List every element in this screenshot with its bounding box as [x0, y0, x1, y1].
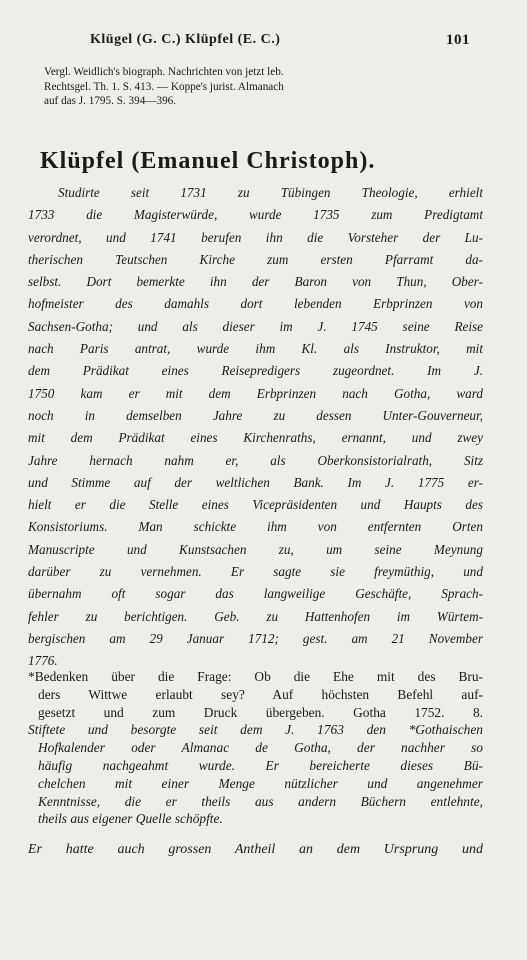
text-line: Konsistoriums. Man schickte ihm von entfernten Orten — [28, 519, 483, 535]
work-note — [28, 721, 483, 828]
text-line: selbst. Dort bemerkte ihn der Baron von Thun, Ober- — [28, 274, 483, 290]
running-header — [90, 32, 470, 48]
reference-note — [44, 65, 462, 109]
text-line: hielt er die Stelle eines Vicepräsidenten und Haupts des — [28, 497, 483, 513]
closing-paragraph — [28, 842, 483, 858]
text-line: theils aus eigener Quelle schöpfte. — [38, 811, 223, 827]
text-line: ders Wittwe erlaubt sey? Auf höchsten Befehl auf- — [38, 686, 483, 702]
text-line: Studirte seit 1731 zu Tübingen Theologie, erhielt — [58, 185, 483, 200]
text-line: noch in demselben Jahre zu dessen Unter-Gouverneur, — [28, 407, 483, 423]
text-line: bergischen am 29 Januar 1712; gest. am 21 November — [28, 630, 483, 646]
running-title: Klügel (G. C.) Klüpfel (E. C.) — [90, 32, 281, 47]
reference-line: Rechtsgel. Th. 1. S. 413. — Koppe's jurist. Almanach — [44, 80, 284, 93]
text-line: Jahre hernach nahm er, als Oberkonsistorialrath, Sitz — [28, 452, 483, 468]
text-line: *Bedenken über die Frage: Ob die Ehe mit des Bru- — [28, 669, 483, 684]
works-list — [28, 668, 483, 828]
reference-line: Vergl. Weidlich's biograph. Nachrichten von jetzt leb. — [44, 66, 284, 78]
text-line: hofmeister des damahls dort lebenden Erbprinzen von — [28, 296, 483, 312]
text-line: nach Paris antrat, wurde ihm Kl. als Instruktor, mit — [28, 341, 483, 357]
text-line: therischen Teutschen Kirche zum ersten Pfarramt da- — [28, 251, 483, 267]
text-line: Stiftete und besorgte seit dem J. 1763 den *Gothaischen — [28, 722, 483, 738]
text-line: Er hatte auch grossen Antheil an dem Ursprung und — [28, 842, 483, 857]
text-line: häufig nachgeahmt wurde. Er bereicherte dieses Bü- — [38, 757, 483, 773]
text-line: 1776. — [28, 653, 58, 669]
text-line: Hofkalender oder Almanac de Gotha, der nachher so — [38, 740, 483, 756]
text-line: verordnet, und 1741 berufen ihn die Vorsteher der Lu- — [28, 229, 483, 245]
text-line: übernahm oft sogar das langweilige Geschäfte, Sprach- — [28, 586, 483, 602]
text-line: dem Prädikat eines Reisepredigers zugeordnet. Im J. — [28, 363, 483, 379]
text-line: Sachsen-Gotha; und als dieser im J. 1745 seine Reise — [28, 318, 483, 334]
text-line: fehler zu berichtigen. Geb. zu Hattenhofen im Würtem- — [28, 608, 483, 624]
text-line: und Stimme auf der weltlichen Bank. Im J. 1775 er- — [28, 474, 483, 490]
text-line: Manuscripte und Kunstsachen zu, um seine Meynung — [28, 541, 483, 557]
work-entry — [28, 668, 483, 721]
text-line: chelchen mit einer Menge nützlicher und angenehmer — [38, 775, 483, 791]
text-line: 1733 die Magisterwürde, wurde 1735 zum Predigtamt — [28, 207, 483, 223]
text-line: Kenntnisse, die er theils aus andern Büchern entlehnte, — [38, 793, 483, 809]
text-line: 1750 kam er mit dem Erbprinzen nach Gotha, ward — [28, 385, 483, 401]
entry-title: Klüpfel (Emanuel Christoph). — [40, 148, 376, 174]
reference-line: auf das J. 1795. S. 394—396. — [44, 95, 177, 108]
page-number: 101 — [446, 32, 470, 48]
biography-paragraph — [28, 182, 483, 673]
text-line: mit dem Prädikat eines Kirchenraths, ernannt, und zwey — [28, 430, 483, 446]
text-line: gesetzt und zum Druck übergeben. Gotha 1752. 8. — [38, 704, 483, 720]
text-line: darüber zu vernehmen. Er sagte sie freymüthig, und — [28, 564, 483, 580]
